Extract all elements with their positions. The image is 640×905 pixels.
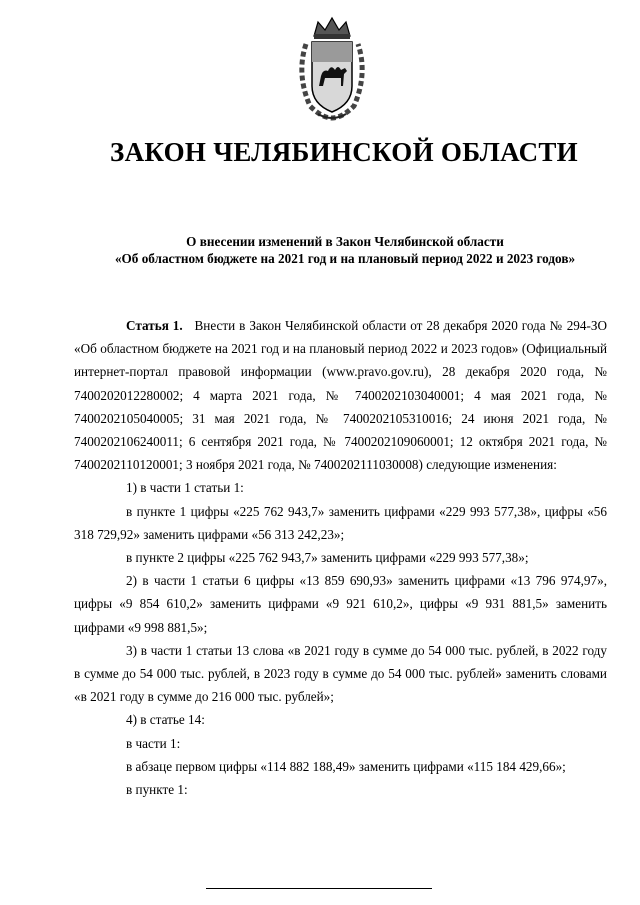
list-item: 4) в статье 14: [126, 712, 205, 728]
subtitle-line: О внесении изменений в Закон Челябинской области [186, 234, 504, 249]
law-subtitle [0, 233, 640, 267]
article-intro-paragraph [74, 314, 607, 476]
subtitle-line: «Об областном бюджете на 2021 год и на плановый период 2022 и 2023 годов» [114, 251, 576, 266]
list-item: в пункте 1: [126, 782, 188, 798]
list-item: в пункте 1 цифры «225 762 943,7» заменить цифрами «229 993 577,38», цифры «56 318 729,92» заменить цифрами «56 313 242,23»; [74, 503, 607, 542]
list-item: в абзаце первом цифры «114 882 188,49» заменить цифрами «115 184 429,66»; [126, 758, 566, 774]
article-intro-text: Внести в Закон Челябинской области от 28 декабря 2020 года № 294-ЗО «Об областном бюджете на 2021 год и на плановый период 2022 и 2023 годов» (Официальный интернет-портал правовой информации (www.pravo.gov.ru), 28 декабря 2020 года, № 7400202012280002; 4 марта 2021 года, № 7400202103040001; 4 мая 2021 года, № 7400202105040005; 31 мая 2021 года, № 7400202105310016; 24 июня 2021 года, № 7400202106240011; 6 сентября 2021 года, № 7400202109060001; 12 октября 2021 года, № 7400202110120001; 3 ноября 2021 года, № 7400202111030008) следующие изменения: [74, 318, 608, 473]
chelyabinsk-coat-of-arms-icon [292, 14, 372, 122]
list-item: 2) в части 1 статьи 6 цифры «13 859 690,93» заменить цифрами «13 796 974,97», цифры «9 854 610,2» заменить цифрами «9 921 610,2», цифры «9 931 881,5» заменить цифрами «9 998 881,5»; [74, 573, 607, 635]
list-item: в пункте 2 цифры «225 762 943,7» заменить цифрами «229 993 577,38»; [126, 550, 529, 566]
list-item: 3) в части 1 статьи 13 слова «в 2021 году в сумме до 54 000 тыс. рублей, в 2022 году в сумме до 54 000 тыс. рублей, в 2023 году в сумме до 54 000 тыс. рублей» заменить словами «в 2021 году в сумме до 216 000 тыс. рублей»; [74, 642, 607, 705]
page-title: ЗАКОН ЧЕЛЯБИНСКОЙ ОБЛАСТИ [110, 137, 578, 167]
article-label: Статья 1. [126, 318, 183, 333]
article-body [74, 314, 607, 801]
list-item: 1) в части 1 статьи 1: [126, 480, 244, 496]
footer-divider [206, 888, 432, 889]
list-item: в части 1: [126, 735, 181, 751]
